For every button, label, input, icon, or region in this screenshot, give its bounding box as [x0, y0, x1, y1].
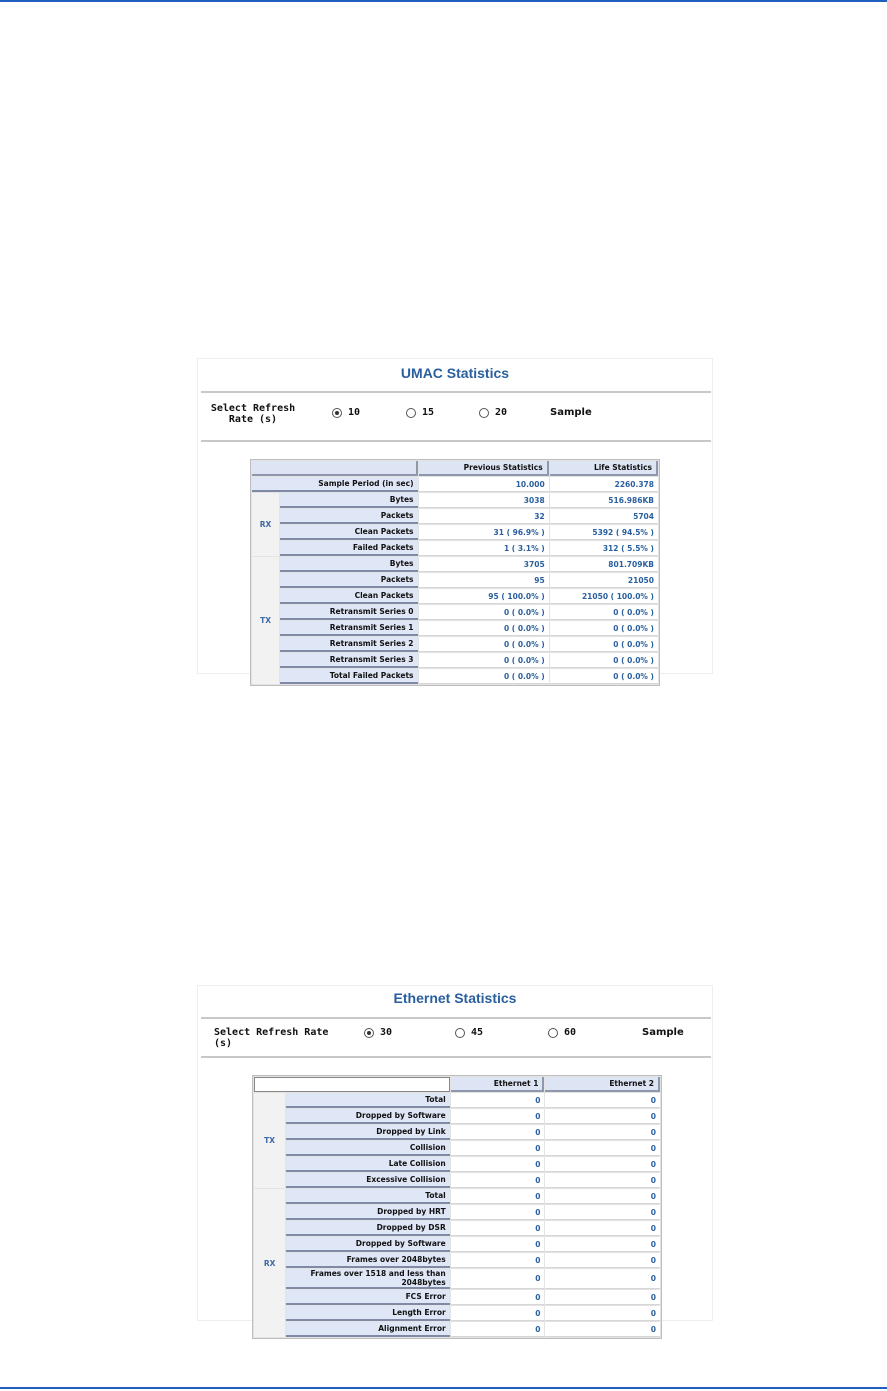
- value-previous: 95 ( 100.0% ): [419, 589, 549, 604]
- table-row: [254, 1189, 660, 1204]
- table-row: [252, 605, 658, 620]
- value-ethernet-1: 0: [451, 1205, 545, 1220]
- option-label: 45: [471, 1027, 484, 1038]
- row-label: Retransmit Series 0: [280, 605, 417, 620]
- ethernet-stats-table: [252, 1075, 662, 1339]
- value-life: 0 ( 0.0% ): [550, 605, 658, 620]
- value-ethernet-2: 0: [545, 1205, 660, 1220]
- ethernet-title: Ethernet Statistics: [393, 990, 517, 1006]
- row-label: Retransmit Series 3: [280, 653, 417, 668]
- table-row: [252, 493, 658, 508]
- table-row: [252, 589, 658, 604]
- row-label: Retransmit Series 1: [280, 621, 417, 636]
- value-life: 312 ( 5.5% ): [550, 541, 658, 556]
- option-label: 20: [495, 407, 508, 418]
- row-label: Excessive Collision: [286, 1173, 449, 1188]
- table-header-row: [252, 461, 658, 476]
- value-ethernet-2: 0: [545, 1093, 660, 1108]
- row-label: Sample Period (in sec): [252, 477, 418, 492]
- value-previous: 95: [419, 573, 549, 588]
- table-row: [254, 1109, 660, 1124]
- col-header-ethernet-1: Ethernet 1: [451, 1077, 545, 1092]
- row-label: Retransmit Series 2: [280, 637, 417, 652]
- umac-title: UMAC Statistics: [400, 365, 510, 381]
- value-ethernet-1: 0: [451, 1290, 545, 1305]
- table-row: [254, 1173, 660, 1188]
- group-label-tx: TX: [252, 557, 279, 684]
- col-header-life: Life Statistics: [550, 461, 658, 476]
- value-previous: 1 ( 3.1% ): [419, 541, 549, 556]
- value-ethernet-1: 0: [451, 1189, 545, 1204]
- value-ethernet-1: 0: [451, 1141, 545, 1156]
- row-label: Clean Packets: [280, 589, 417, 604]
- col-header-previous: Previous Statistics: [419, 461, 549, 476]
- option-label: 10: [348, 407, 361, 418]
- value-previous: 3038: [419, 493, 549, 508]
- umac-sample-label: Sample: [550, 407, 592, 418]
- value-ethernet-1: 0: [451, 1173, 545, 1188]
- value-ethernet-1: 0: [451, 1157, 545, 1172]
- value-life: 516.986KB: [550, 493, 658, 508]
- value-ethernet-1: 0: [451, 1322, 545, 1337]
- table-row: [252, 477, 658, 492]
- row-label: Bytes: [280, 557, 417, 572]
- value-previous: 3705: [419, 557, 549, 572]
- option-label: 15: [422, 407, 435, 418]
- table-row: [254, 1269, 660, 1289]
- value-life: 21050 ( 100.0% ): [550, 589, 658, 604]
- umac-stats-table: [250, 459, 660, 686]
- value-ethernet-2: 0: [545, 1269, 660, 1289]
- umac-rate-option-20[interactable]: [479, 407, 507, 418]
- group-label-rx: RX: [252, 493, 279, 556]
- table-row: [252, 525, 658, 540]
- value-previous: 0 ( 0.0% ): [419, 637, 549, 652]
- value-ethernet-2: 0: [545, 1141, 660, 1156]
- page-bottom-rule: [0, 1387, 887, 1389]
- table-row: [254, 1205, 660, 1220]
- umac-rate-option-10[interactable]: [332, 407, 360, 418]
- table-row: [252, 653, 658, 668]
- value-previous: 0 ( 0.0% ): [419, 605, 549, 620]
- row-label: Late Collision: [286, 1157, 449, 1172]
- value-ethernet-1: 0: [451, 1269, 545, 1289]
- value-ethernet-2: 0: [545, 1125, 660, 1140]
- table-row: [252, 621, 658, 636]
- row-label: Clean Packets: [280, 525, 417, 540]
- ethernet-rate-option-30[interactable]: [364, 1027, 392, 1038]
- row-label: Packets: [280, 573, 417, 588]
- value-ethernet-1: 0: [451, 1109, 545, 1124]
- value-ethernet-1: 0: [451, 1253, 545, 1268]
- row-label: Length Error: [286, 1306, 449, 1321]
- value-ethernet-2: 0: [545, 1189, 660, 1204]
- value-previous: 31 ( 96.9% ): [419, 525, 549, 540]
- value-previous: 0 ( 0.0% ): [419, 653, 549, 668]
- row-label: Alignment Error: [286, 1322, 449, 1337]
- table-row: [254, 1253, 660, 1268]
- table-row: [254, 1157, 660, 1172]
- row-label: Dropped by Software: [286, 1237, 449, 1252]
- row-label: Total Failed Packets: [280, 669, 417, 684]
- option-label: 60: [564, 1027, 577, 1038]
- value-ethernet-1: 0: [451, 1237, 545, 1252]
- radio-selected-icon[interactable]: [364, 1028, 374, 1038]
- value-ethernet-2: 0: [545, 1237, 660, 1252]
- table-row: [252, 669, 658, 684]
- table-row: [254, 1290, 660, 1305]
- radio-selected-icon[interactable]: [332, 408, 342, 418]
- value-ethernet-2: 0: [545, 1253, 660, 1268]
- row-label: Collision: [286, 1141, 449, 1156]
- header-blank-cell: [252, 461, 418, 476]
- table-row: [252, 637, 658, 652]
- value-ethernet-1: 0: [451, 1093, 545, 1108]
- table-row: [254, 1322, 660, 1337]
- group-label-tx: TX: [254, 1093, 285, 1188]
- row-label: Dropped by HRT: [286, 1205, 449, 1220]
- value-life: 2260.378: [550, 477, 658, 492]
- umac-rate-option-15[interactable]: [406, 407, 434, 418]
- table-row: [254, 1093, 660, 1108]
- table-row: [252, 541, 658, 556]
- table-row: [252, 573, 658, 588]
- value-previous: 0 ( 0.0% ): [419, 621, 549, 636]
- value-ethernet-2: 0: [545, 1109, 660, 1124]
- value-ethernet-2: 0: [545, 1290, 660, 1305]
- value-life: 21050: [550, 573, 658, 588]
- ethernet-rate-option-45[interactable]: [455, 1027, 483, 1038]
- ethernet-sample-label: Sample: [642, 1027, 684, 1038]
- value-previous: 32: [419, 509, 549, 524]
- value-ethernet-1: 0: [451, 1306, 545, 1321]
- ethernet-statistics-panel: [197, 985, 713, 1334]
- row-label: Packets: [280, 509, 417, 524]
- umac-refresh-label: Select Refresh Rate (s): [210, 403, 296, 425]
- radio-icon[interactable]: [479, 408, 489, 418]
- value-ethernet-2: 0: [545, 1306, 660, 1321]
- table-row: [254, 1306, 660, 1321]
- radio-icon[interactable]: [406, 408, 416, 418]
- value-life: 0 ( 0.0% ): [550, 669, 658, 684]
- value-ethernet-1: 0: [451, 1125, 545, 1140]
- table-header-row: [254, 1077, 660, 1092]
- table-row: [254, 1221, 660, 1236]
- value-life: 801.709KB: [550, 557, 658, 572]
- radio-icon[interactable]: [455, 1028, 465, 1038]
- row-label: Dropped by Software: [286, 1109, 449, 1124]
- radio-icon[interactable]: [548, 1028, 558, 1038]
- value-ethernet-2: 0: [545, 1157, 660, 1172]
- group-label-rx: RX: [254, 1189, 285, 1337]
- table-row: [254, 1237, 660, 1252]
- row-label: Total: [286, 1189, 449, 1204]
- value-ethernet-2: 0: [545, 1221, 660, 1236]
- ethernet-rate-option-60[interactable]: [548, 1027, 576, 1038]
- row-label: Dropped by Link: [286, 1125, 449, 1140]
- value-previous: 0 ( 0.0% ): [419, 669, 549, 684]
- page-top-rule: [0, 0, 887, 2]
- option-label: 30: [380, 1027, 393, 1038]
- ethernet-refresh-label: Select Refresh Rate (s): [214, 1027, 329, 1049]
- row-label: Total: [286, 1093, 449, 1108]
- value-life: 5392 ( 94.5% ): [550, 525, 658, 540]
- umac-statistics-panel: [197, 358, 713, 681]
- value-ethernet-2: 0: [545, 1173, 660, 1188]
- value-ethernet-1: 0: [451, 1221, 545, 1236]
- value-previous: 10.000: [419, 477, 549, 492]
- row-label: Dropped by DSR: [286, 1221, 449, 1236]
- value-life: 5704: [550, 509, 658, 524]
- value-life: 0 ( 0.0% ): [550, 621, 658, 636]
- table-row: [252, 557, 658, 572]
- table-row: [254, 1125, 660, 1140]
- value-life: 0 ( 0.0% ): [550, 653, 658, 668]
- row-label: Failed Packets: [280, 541, 417, 556]
- table-row: [252, 509, 658, 524]
- table-row: [254, 1141, 660, 1156]
- row-label: Frames over 1518 and less than 2048bytes: [286, 1269, 449, 1289]
- row-label: FCS Error: [286, 1290, 449, 1305]
- row-label: Bytes: [280, 493, 417, 508]
- col-header-ethernet-2: Ethernet 2: [545, 1077, 660, 1092]
- header-blank-cell: [254, 1077, 450, 1092]
- value-ethernet-2: 0: [545, 1322, 660, 1337]
- value-life: 0 ( 0.0% ): [550, 637, 658, 652]
- row-label: Frames over 2048bytes: [286, 1253, 449, 1268]
